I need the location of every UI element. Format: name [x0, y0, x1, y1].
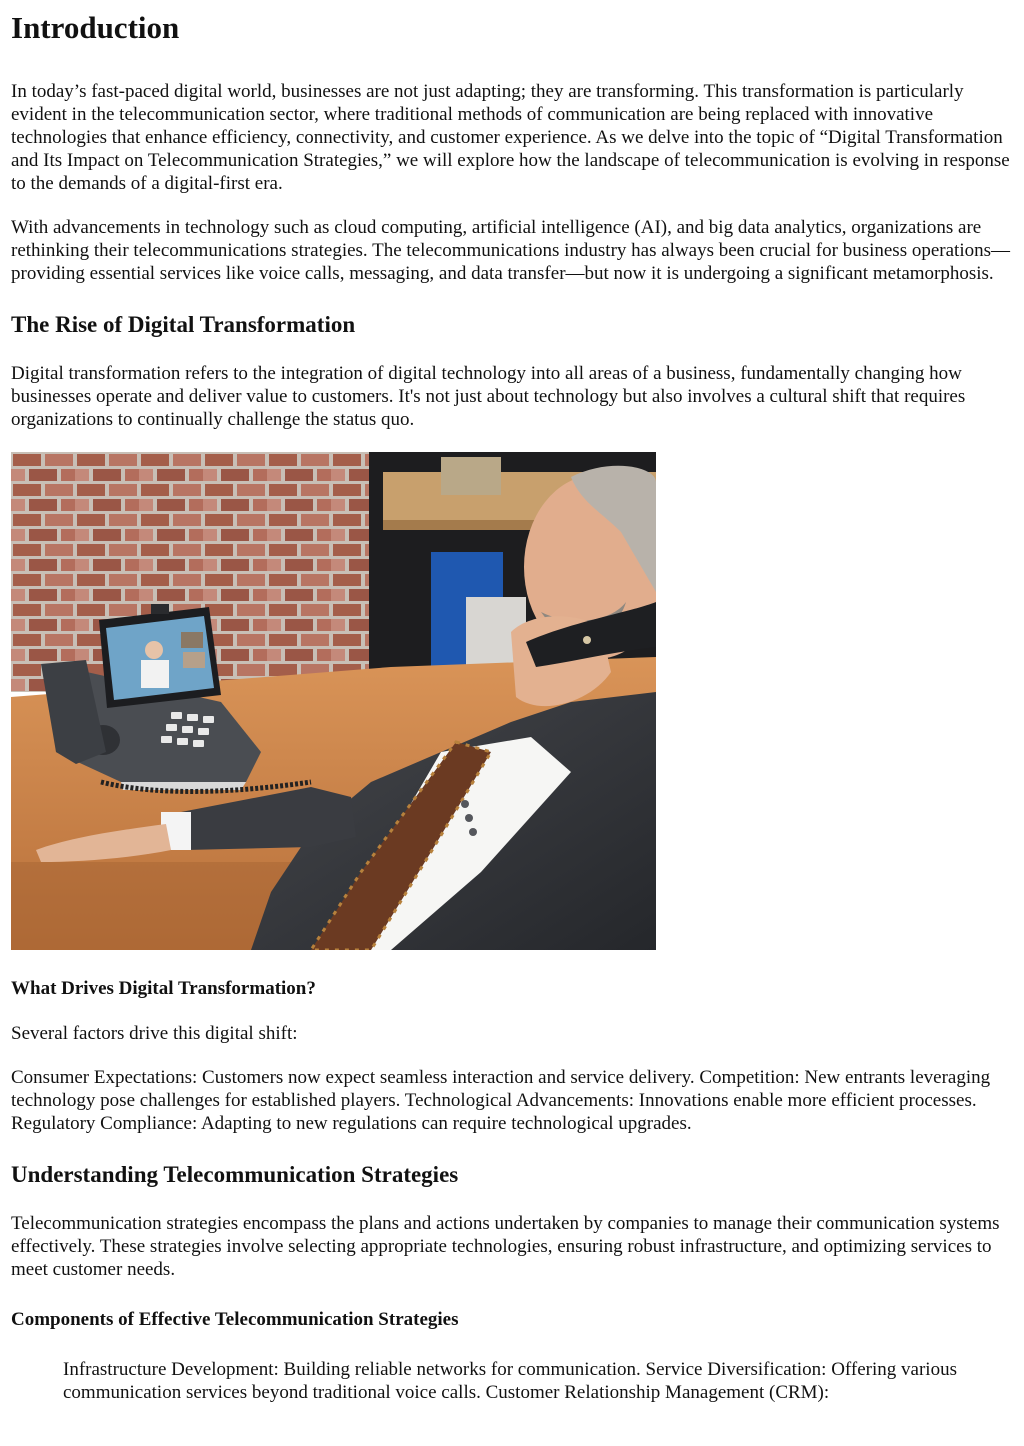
drives-intro: Several factors drive this digital shift:	[11, 1023, 298, 1044]
intro-paragraph: With advancements in technology such as cloud computing, artificial intelligence (AI), and big data analytics, organizations are rethinking their telecommunications strategies. The telecommunications industry has always been crucial for business operations—providing essential services like voice calls, messaging, and data transfer—but now it is undergoing a significant metamorphosis.	[11, 217, 1010, 284]
page-title: Introduction	[11, 10, 180, 45]
understanding-paragraph: Telecommunication strategies encompass the plans and actions undertaken by companies to manage their communication systems effectively. These strategies involve selecting appropriate technologies, ensuring robust infrastructure, and optimizing services to meet customer needs.	[11, 1213, 1000, 1280]
section-heading-rise: The Rise of Digital Transformation	[11, 312, 356, 337]
section-heading-drives: What Drives Digital Transformation?	[11, 978, 316, 999]
drives-factors: Consumer Expectations: Customers now expect seamless interaction and service delivery. Competition: New entrants leveraging technology pose challenges for established players. Technological Advancements: Innovations enable more efficient processes. Regulatory Compliance: Adapting to new regulations can require technological upgrades.	[11, 1067, 991, 1134]
components-text: Infrastructure Development: Building reliable networks for communication. Service Diversification: Offering various communication services beyond traditional voice calls. Customer Relationship Management (CRM):	[63, 1359, 957, 1403]
businessman-phone-photo	[11, 452, 656, 950]
intro-paragraph: In today’s fast-paced digital world, businesses are not just adapting; they are transforming. This transformation is particularly evident in the telecommunication sector, where traditional methods of communication are being replaced with innovative technologies that enhance efficiency, connectivity, and customer experience. As we delve into the topic of “Digital Transformation and Its Impact on Telecommunication Strategies,” we will explore how the landscape of telecommunication is evolving in response to the demands of a digital-first era.	[11, 81, 1010, 194]
article	[11, 0, 1017, 1404]
rise-paragraph: Digital transformation refers to the integration of digital technology into all areas of a business, fundamentally changing how businesses operate and deliver value to customers. It's not just about technology but also involves a cultural shift that requires organizations to continually challenge the status quo.	[11, 363, 966, 430]
section-heading-understanding: Understanding Telecommunication Strategies	[11, 1162, 459, 1187]
section-heading-components: Components of Effective Telecommunication Strategies	[11, 1309, 459, 1330]
